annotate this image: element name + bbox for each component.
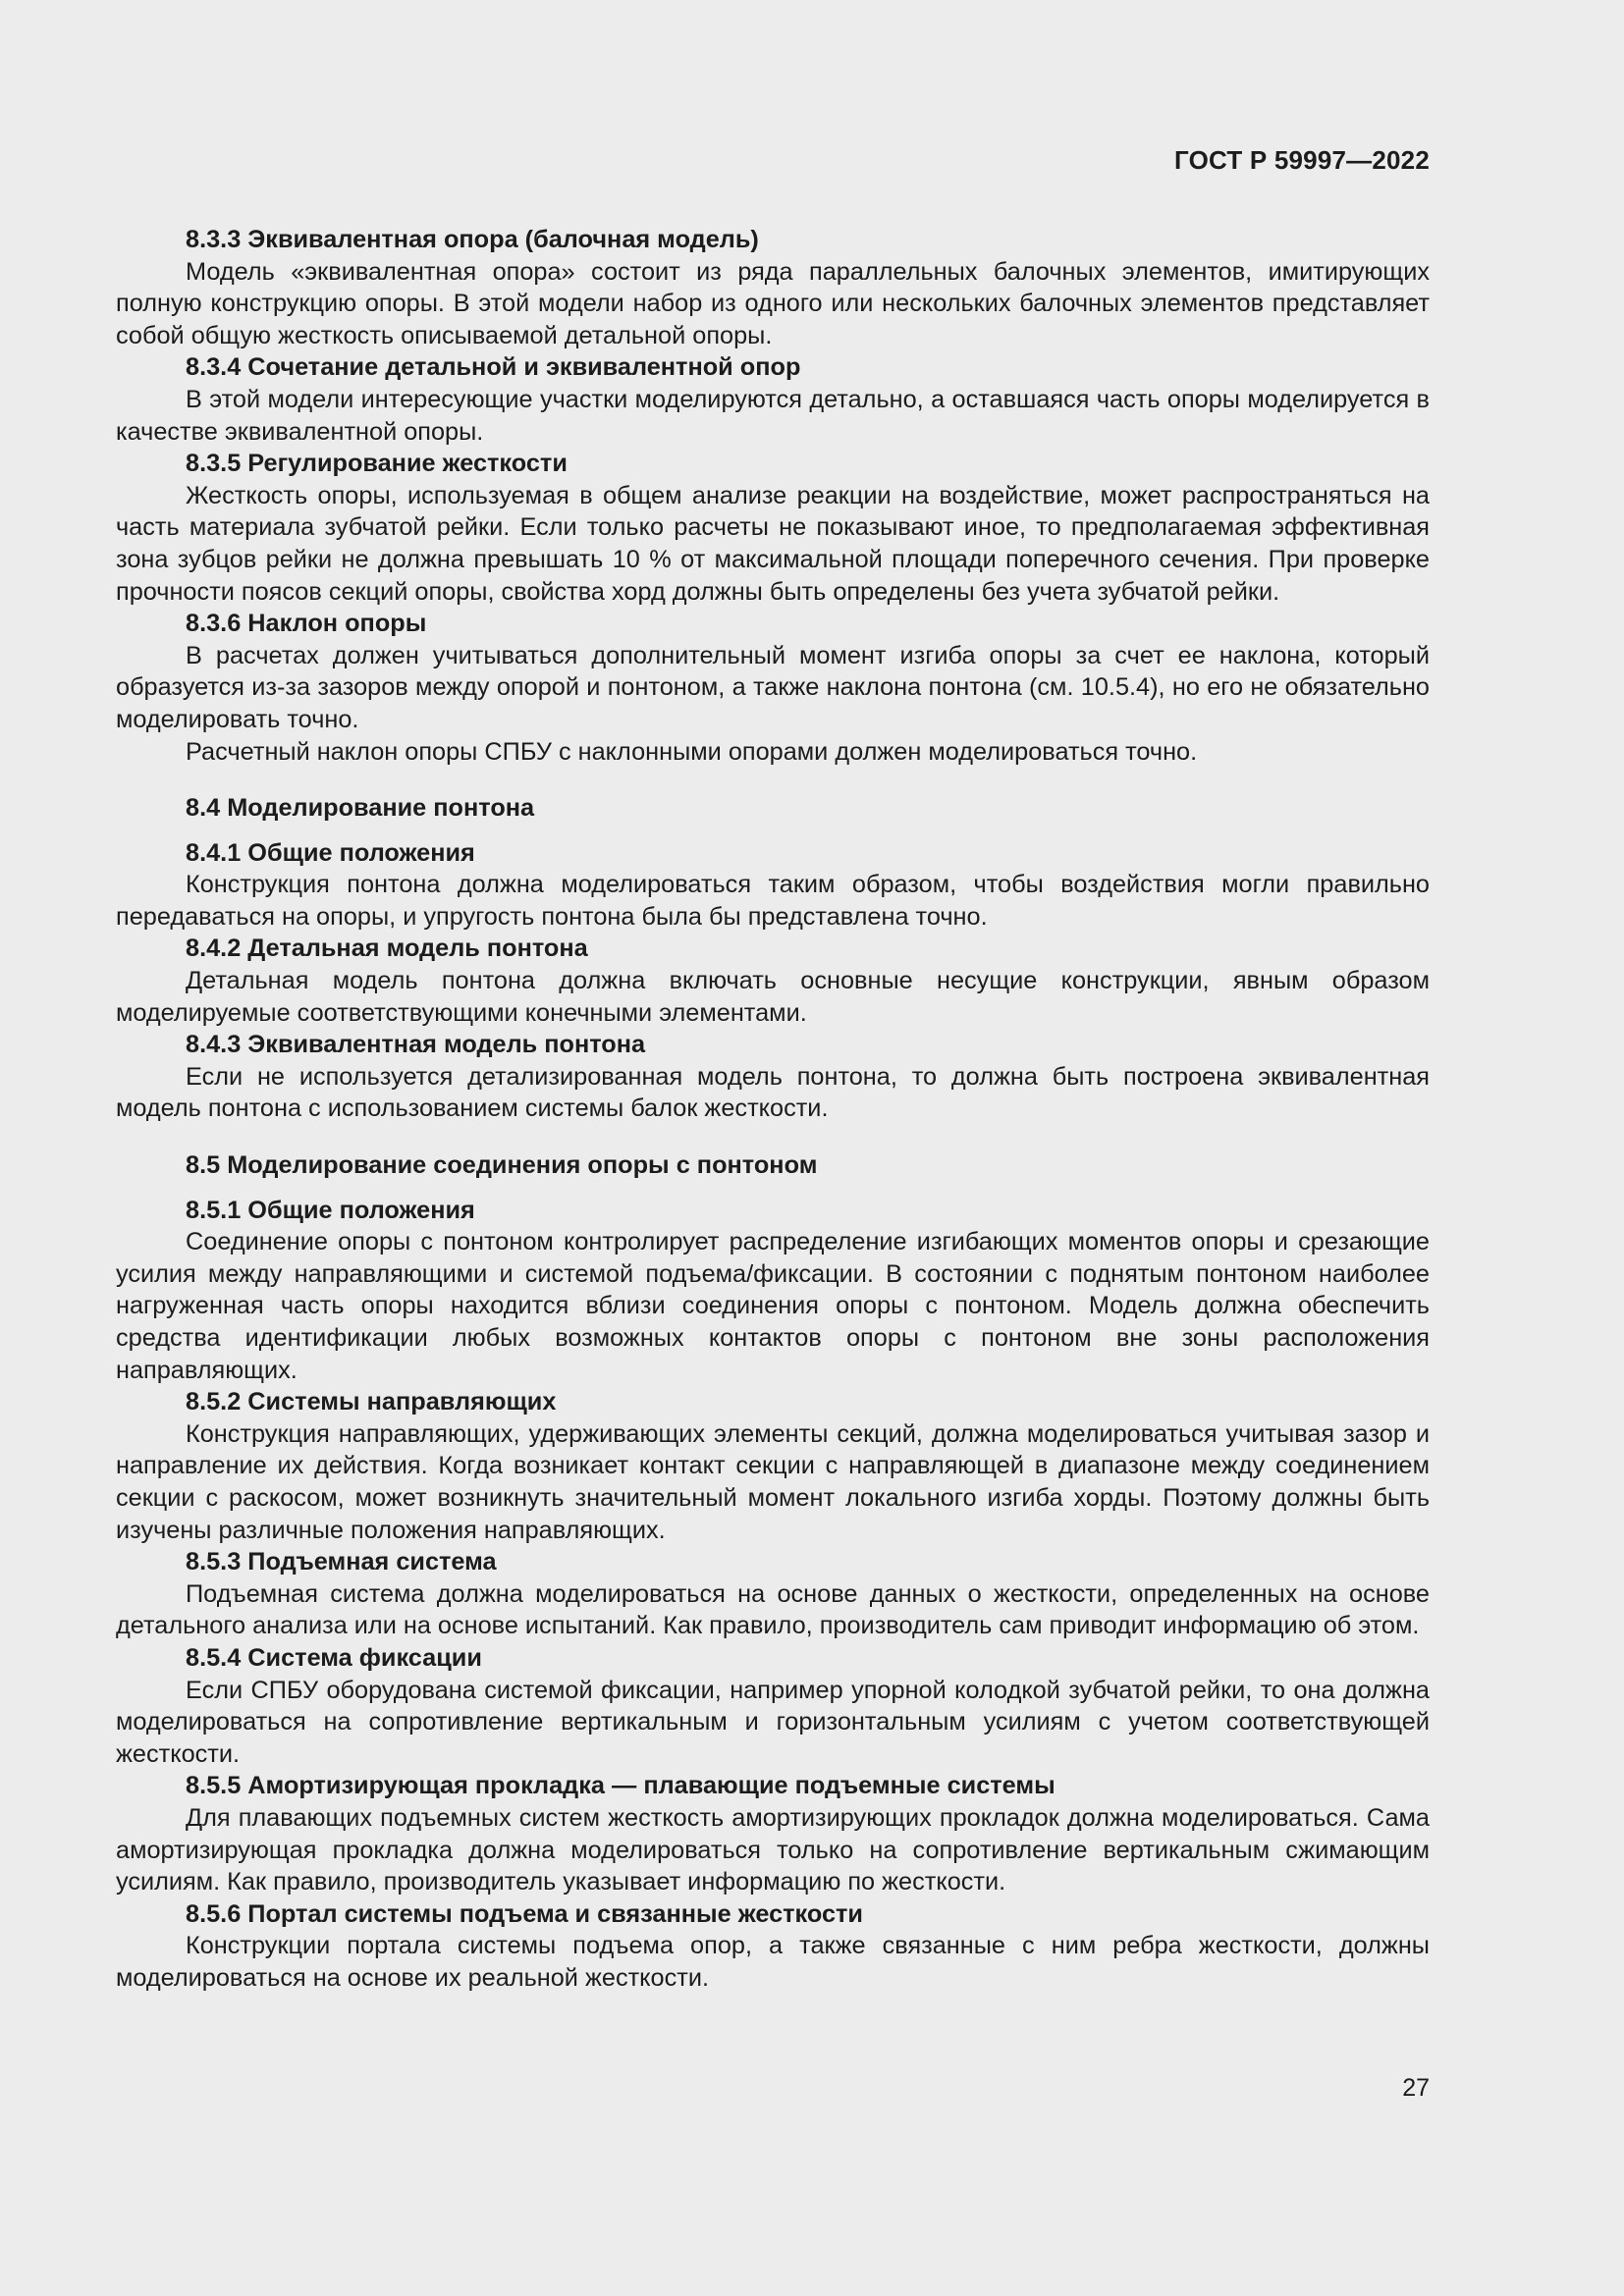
section-heading-8-5-4: 8.5.4 Система фиксации bbox=[186, 1643, 482, 1672]
paragraph: Если не используется детализированная модель понтона, то должна быть построена эквивалентная модель понтона с использованием системы балок жесткости. bbox=[116, 1062, 1430, 1123]
section-heading-8-3-4: 8.3.4 Сочетание детальной и эквивалентной опор bbox=[186, 353, 801, 382]
paragraph: Соединение опоры с понтоном контролирует распределение изгибающих моментов опоры и срезающие усилия между направляющими и системой подъема/фиксации. В состоянии с поднятым понтоном наиболее нагруженная часть опоры находится вблизи соединения опоры с понтоном. Модель должна обеспечить средства идентификации любых возможных контактов опоры с понтоном вне зоны расположения направляющих. bbox=[116, 1228, 1430, 1384]
section-heading-8-5-5: 8.5.5 Амортизирующая прокладка — плавающие подъемные системы bbox=[186, 1772, 1056, 1800]
paragraph: Жесткость опоры, используемая в общем анализе реакции на воздействие, может распространяться на часть материала зубчатой рейки. Если только расчеты не показывают иное, то предполагаемая эффективная зона зубцов рейки не должна превышать 10 % от максимальной площади поперечного сечения. При проверке прочности поясов секций опоры, свойства хорд должны быть определены без учета зубчатой рейки. bbox=[116, 481, 1430, 606]
section-heading-8-5-1: 8.5.1 Общие положения bbox=[186, 1196, 475, 1224]
section-heading-8-5-3: 8.5.3 Подъемная система bbox=[186, 1548, 497, 1576]
section-heading-8-5: 8.5 Моделирование соединения опоры с понтоном bbox=[186, 1151, 818, 1180]
section-heading-8-4-2: 8.4.2 Детальная модель понтона bbox=[186, 934, 588, 963]
paragraph: В расчетах должен учитываться дополнительный момент изгиба опоры за счет ее наклона, который образуется из-за зазоров между опорой и понтоном, а также наклона понтона (см. 10.5.4), но его не обязательно моделировать точно. bbox=[116, 641, 1430, 733]
document-body bbox=[116, 224, 1430, 1994]
paragraph: Модель «эквивалентная опора» состоит из ряда параллельных балочных элементов, имитирующих полную конструкцию опоры. В этой модели набор из одного или нескольких балочных элементов представляет собой общую жесткость описываемой детальной опоры. bbox=[116, 257, 1430, 349]
section-heading-8-3-6: 8.3.6 Наклон опоры bbox=[186, 610, 427, 638]
paragraph: Конструкция понтона должна моделироваться таким образом, чтобы воздействия могли правильно передаваться на опоры, и упругость понтона была бы представлена точно. bbox=[116, 871, 1430, 931]
section-heading-8-4: 8.4 Моделирование понтона bbox=[186, 794, 535, 823]
section-heading-8-4-3: 8.4.3 Эквивалентная модель понтона bbox=[186, 1031, 646, 1059]
page-number: 27 bbox=[1402, 2074, 1430, 2102]
paragraph: Подъемная система должна моделироваться на основе данных о жесткости, определенных на основе детального анализа или на основе испытаний. Как правило, производитель сам приводит информацию об этом. bbox=[116, 1579, 1430, 1640]
section-heading-8-3-3: 8.3.3 Эквивалентная опора (балочная модель) bbox=[186, 226, 759, 253]
paragraph: Если СПБУ оборудована системой фиксации, например упорной колодкой зубчатой рейки, то она должна моделироваться на сопротивление вертикальным и горизонтальным усилиям с учетом соответствующей жесткости. bbox=[116, 1676, 1430, 1768]
paragraph: Для плавающих подъемных систем жесткость амортизирующих прокладок должна моделироваться. Сама амортизирующая прокладка должна моделироваться только на сопротивление вертикальным сжимающим усилиям. Как правило, производитель указывает информацию по жесткости. bbox=[116, 1803, 1430, 1896]
paragraph: В этой модели интересующие участки моделируются детально, а оставшаяся часть опоры моделируется в качестве эквивалентной опоры. bbox=[116, 385, 1430, 446]
paragraph: Конструкции портала системы подъема опор, а также связанные с ним ребра жесткости, должны моделироваться на основе их реальной жесткости. bbox=[116, 1932, 1430, 1992]
document-id-header: ГОСТ Р 59997—2022 bbox=[1174, 145, 1430, 175]
section-heading-8-3-5: 8.3.5 Регулирование жесткости bbox=[186, 450, 568, 478]
paragraph: Детальная модель понтона должна включать основные несущие конструкции, явным образом моделируемые соответствующими конечными элементами. bbox=[116, 967, 1430, 1027]
paragraph: Расчетный наклон опоры СПБУ с наклонными опорами должен моделироваться точно. bbox=[186, 737, 1198, 766]
section-heading-8-4-1: 8.4.1 Общие положения bbox=[186, 838, 475, 867]
section-heading-8-5-2: 8.5.2 Системы направляющих bbox=[186, 1388, 557, 1416]
paragraph: Конструкция направляющих, удерживающих элементы секций, должна моделироваться учитывая зазор и направление их действия. Когда возникает контакт секции с направляющей в диапазоне между соединением секции с раскосом, может возникнуть значительный момент локального изгиба хорды. Поэтому должны быть изучены различные положения направляющих. bbox=[116, 1419, 1430, 1544]
section-heading-8-5-6: 8.5.6 Портал системы подъема и связанные жесткости bbox=[186, 1899, 863, 1928]
